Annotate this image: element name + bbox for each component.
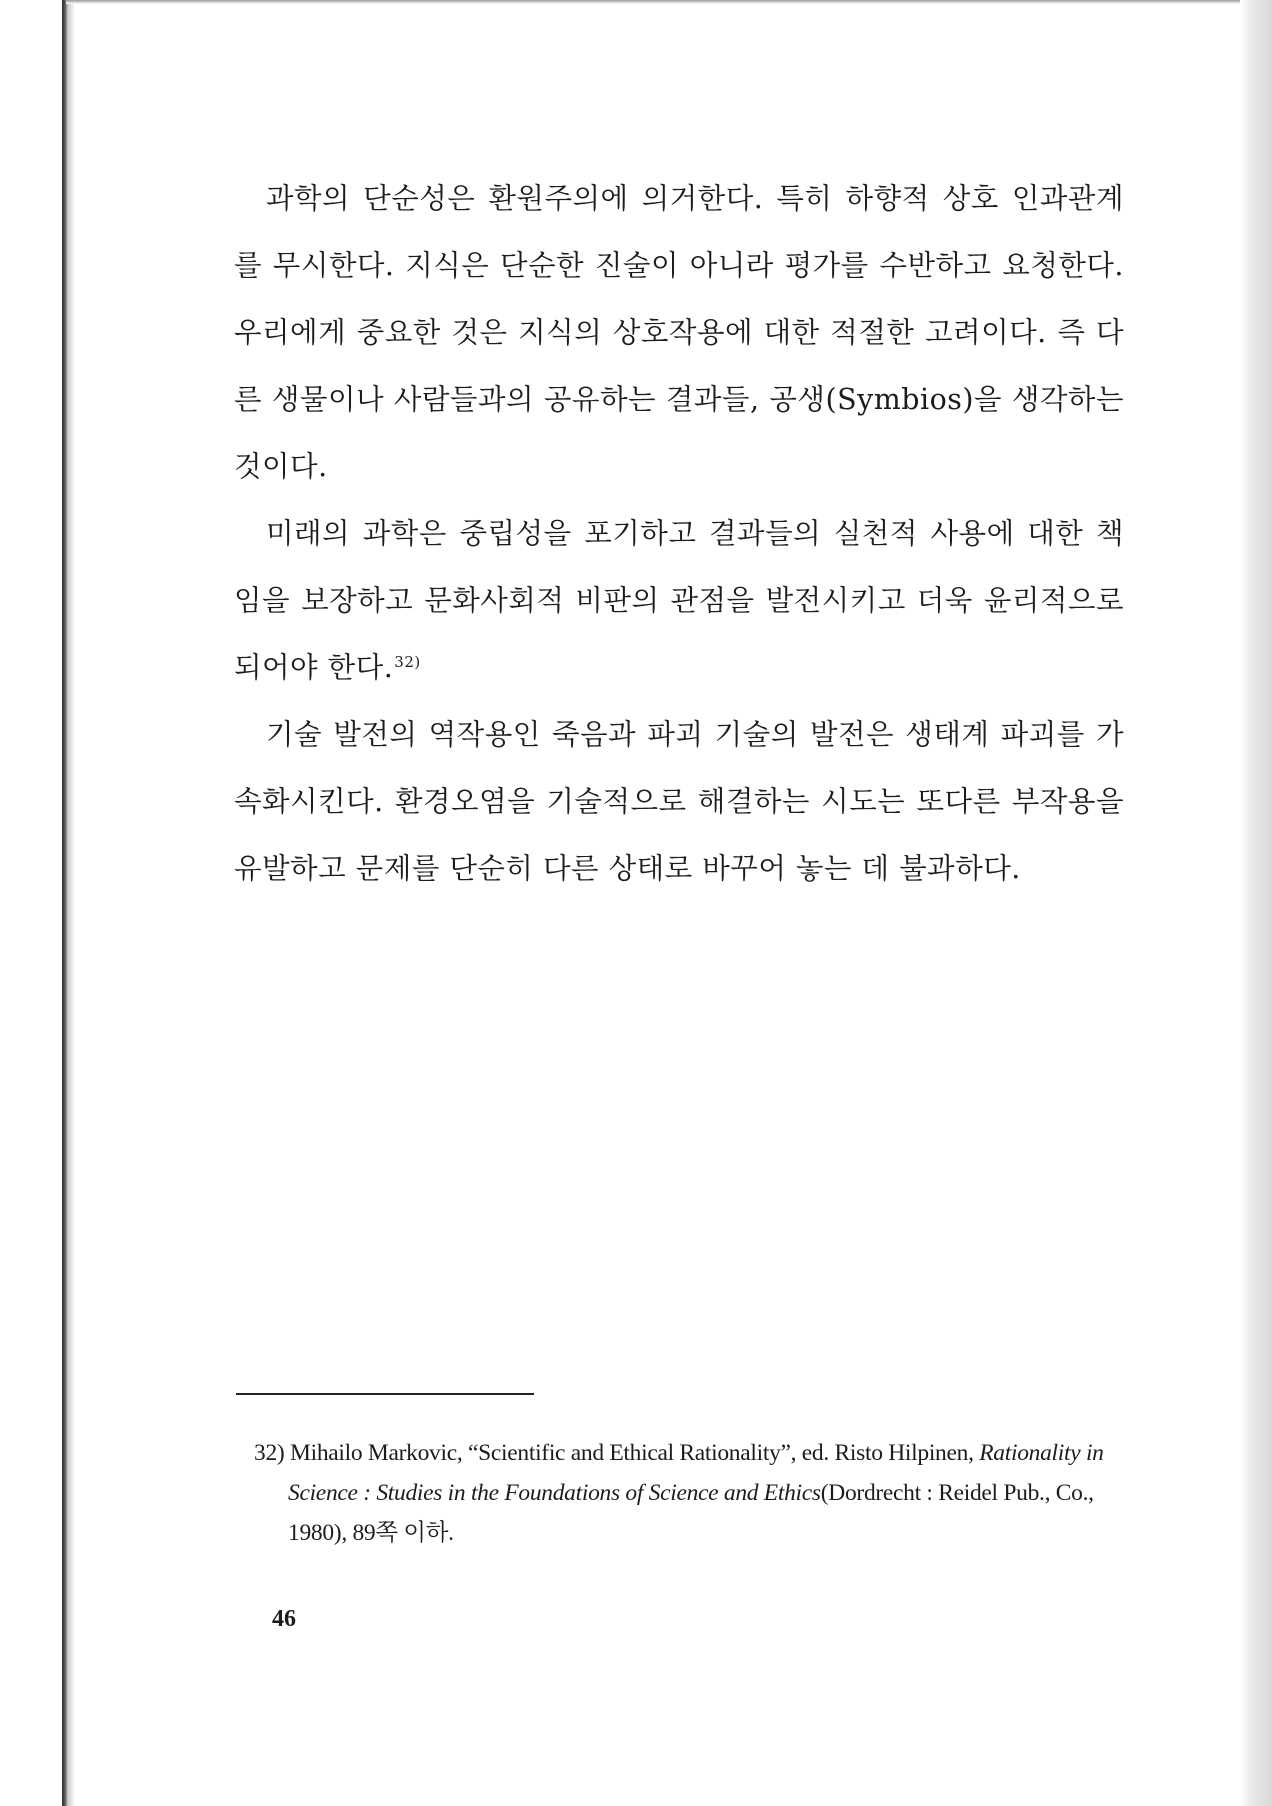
page-binding-edge: [62, 0, 74, 1806]
paragraph-2: [234, 500, 1124, 701]
footnote-book-title: Rationality in Science : Studies in the Foundations of Science and Ethics: [288, 1440, 1104, 1506]
footnote-32: [254, 1433, 1132, 1553]
footnote-reference[interactable]: 32): [394, 652, 421, 671]
paragraph-1: 과학의 단순성은 환원주의에 의거한다. 특히 하향적 상호 인과관계를 무시한다. 지식은 단순한 진술이 아니라 평가를 수반하고 요청한다. 우리에게 중요한 것은 지식의 상호작용에 대한 적절한 고려이다. 즉 다른 생물이나 사람들과의 공유하는 결과들, 공생(Symbios)을 생각하는 것이다.: [234, 182, 1124, 483]
body-text: [234, 165, 1124, 902]
page-number: 46: [272, 1606, 296, 1632]
paragraph-2-text: 미래의 과학은 중립성을 포기하고 결과들의 실천적 사용에 대한 책임을 보장하고 문화사회적 비판의 관점을 발전시키고 더욱 윤리적으로 되어야 한다.: [234, 517, 1124, 684]
page-outer-margin: [0, 0, 62, 1806]
footnote-divider: [236, 1393, 534, 1395]
footnote-citation-end: (Dordrecht : Reidel Pub., Co., 1980), 89쪽 이하.: [288, 1480, 1094, 1546]
footnote: [254, 1433, 1132, 1553]
footnote-citation-start: 32) Mihailo Markovic, “Scientific and Ethical Rationality”, ed. Risto Hilpinen,: [254, 1440, 980, 1466]
page-top-edge: [66, 0, 1240, 4]
page-right-shadow: [1240, 0, 1272, 1806]
paragraph-3: 기술 발전의 역작용인 죽음과 파괴 기술의 발전은 생태계 파괴를 가속화시킨다. 환경오염을 기술적으로 해결하는 시도는 또다른 부작용을 유발하고 문제를 단순히 다른 상태로 바꾸어 놓는 데 불과하다.: [234, 718, 1124, 885]
